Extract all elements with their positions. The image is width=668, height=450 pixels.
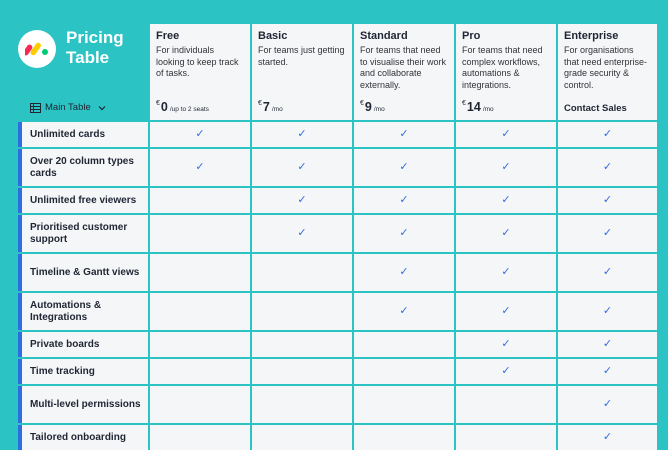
feature-cell[interactable] bbox=[354, 425, 454, 450]
feature-cell[interactable] bbox=[150, 122, 250, 147]
check-icon: ✓ bbox=[501, 128, 511, 140]
check-icon: ✓ bbox=[399, 305, 409, 317]
check-icon: ✓ bbox=[501, 305, 511, 317]
feature-cell[interactable] bbox=[456, 149, 556, 186]
feature-cell[interactable] bbox=[354, 188, 454, 213]
price-currency: € bbox=[156, 100, 160, 107]
price-period: /mo bbox=[482, 106, 494, 113]
feature-cell[interactable] bbox=[558, 293, 657, 330]
feature-cell[interactable] bbox=[558, 188, 657, 213]
plan-column-basic bbox=[252, 24, 352, 120]
feature-label: Unlimited free viewers bbox=[18, 188, 148, 213]
plan-column-enterprise bbox=[558, 24, 657, 120]
feature-cell[interactable] bbox=[150, 215, 250, 252]
check-icon: ✓ bbox=[501, 194, 511, 206]
check-icon: ✓ bbox=[602, 194, 613, 206]
plan-description: For teams just getting started. bbox=[258, 45, 345, 67]
feature-label: Multi-level permissions bbox=[18, 386, 148, 423]
check-icon: ✓ bbox=[501, 266, 511, 278]
feature-cell[interactable] bbox=[150, 332, 250, 357]
feature-cell[interactable] bbox=[354, 122, 454, 147]
check-icon: ✓ bbox=[501, 365, 511, 377]
feature-cell[interactable] bbox=[354, 254, 454, 291]
feature-cell[interactable] bbox=[456, 293, 556, 330]
check-icon: ✓ bbox=[297, 161, 307, 173]
feature-cell[interactable] bbox=[252, 254, 352, 291]
plan-price[interactable] bbox=[564, 103, 627, 114]
feature-cell[interactable] bbox=[252, 386, 352, 423]
check-icon: ✓ bbox=[195, 128, 205, 140]
feature-cell[interactable] bbox=[354, 386, 454, 423]
check-icon: ✓ bbox=[602, 338, 613, 350]
price-period: /mo bbox=[373, 106, 385, 113]
feature-cell[interactable] bbox=[150, 149, 250, 186]
view-select-label: Main Table bbox=[45, 102, 91, 113]
check-icon: ✓ bbox=[501, 161, 511, 173]
feature-cell[interactable] bbox=[558, 359, 657, 384]
feature-label: Timeline & Gantt views bbox=[18, 254, 148, 291]
plan-name: Standard bbox=[360, 30, 408, 42]
check-icon: ✓ bbox=[602, 128, 613, 140]
plan-price bbox=[462, 100, 494, 114]
feature-cell[interactable] bbox=[150, 359, 250, 384]
feature-cell[interactable] bbox=[252, 122, 352, 147]
check-icon: ✓ bbox=[501, 338, 511, 350]
plan-description: For individuals looking to keep track of tasks. bbox=[156, 45, 239, 78]
page-title: Pricing Table bbox=[66, 28, 124, 67]
feature-cell[interactable] bbox=[456, 332, 556, 357]
plan-name: Free bbox=[156, 30, 180, 42]
check-icon: ✓ bbox=[297, 227, 307, 239]
brand-logo bbox=[18, 30, 56, 68]
table-icon bbox=[30, 103, 41, 113]
monday-logo-icon bbox=[25, 42, 49, 56]
price-amount: 9 bbox=[364, 100, 372, 114]
feature-cell[interactable] bbox=[558, 254, 657, 291]
feature-cell[interactable] bbox=[354, 359, 454, 384]
feature-label: Unlimited cards bbox=[18, 122, 148, 147]
plan-price bbox=[156, 100, 209, 114]
feature-cell[interactable] bbox=[252, 359, 352, 384]
feature-cell[interactable] bbox=[558, 122, 657, 147]
check-icon: ✓ bbox=[602, 161, 613, 173]
feature-cell[interactable] bbox=[456, 359, 556, 384]
feature-cell[interactable] bbox=[150, 425, 250, 450]
check-icon: ✓ bbox=[602, 266, 613, 278]
feature-cell[interactable] bbox=[354, 332, 454, 357]
feature-cell[interactable] bbox=[456, 425, 556, 450]
feature-cell[interactable] bbox=[354, 215, 454, 252]
feature-cell[interactable] bbox=[354, 293, 454, 330]
plan-column-standard bbox=[354, 24, 454, 120]
feature-cell[interactable] bbox=[456, 386, 556, 423]
check-icon: ✓ bbox=[602, 227, 613, 239]
main-table-view-select[interactable] bbox=[30, 102, 106, 113]
check-icon: ✓ bbox=[602, 398, 613, 410]
chevron-down-icon bbox=[98, 105, 106, 111]
feature-label: Over 20 column types cards bbox=[18, 149, 148, 186]
feature-cell[interactable] bbox=[150, 188, 250, 213]
price-currency: € bbox=[258, 100, 262, 107]
board-header bbox=[18, 24, 148, 120]
check-icon: ✓ bbox=[501, 227, 511, 239]
plan-price bbox=[258, 100, 283, 114]
price-period: /up to 2 seats bbox=[169, 106, 209, 113]
plan-name: Pro bbox=[462, 30, 481, 42]
feature-cell[interactable] bbox=[252, 293, 352, 330]
plan-name: Enterprise bbox=[564, 30, 619, 42]
feature-label: Prioritised customer support bbox=[18, 215, 148, 252]
plan-name: Basic bbox=[258, 30, 288, 42]
plan-description: For teams that need complex workflows, automations & integrations. bbox=[462, 45, 543, 90]
plan-column-pro bbox=[456, 24, 556, 120]
price-amount: 0 bbox=[160, 100, 168, 114]
feature-cell[interactable] bbox=[150, 386, 250, 423]
check-icon: ✓ bbox=[195, 161, 205, 173]
check-icon: ✓ bbox=[399, 161, 409, 173]
check-icon: ✓ bbox=[399, 128, 409, 140]
check-icon: ✓ bbox=[399, 194, 409, 206]
check-icon: ✓ bbox=[297, 128, 307, 140]
feature-cell[interactable] bbox=[456, 254, 556, 291]
pricing-grid bbox=[18, 24, 657, 450]
feature-cell[interactable] bbox=[456, 215, 556, 252]
feature-cell[interactable] bbox=[354, 149, 454, 186]
feature-cell[interactable] bbox=[252, 188, 352, 213]
feature-label: Automations & Integrations bbox=[18, 293, 148, 330]
feature-label: Time tracking bbox=[18, 359, 148, 384]
feature-cell[interactable] bbox=[150, 293, 250, 330]
feature-label: Private boards bbox=[18, 332, 148, 357]
price-currency: € bbox=[360, 100, 364, 107]
feature-cell[interactable] bbox=[252, 149, 352, 186]
feature-cell[interactable] bbox=[558, 386, 657, 423]
feature-cell[interactable] bbox=[558, 332, 657, 357]
feature-cell[interactable] bbox=[558, 149, 657, 186]
check-icon: ✓ bbox=[602, 431, 613, 443]
price-period: /mo bbox=[271, 106, 283, 113]
feature-cell[interactable] bbox=[558, 425, 657, 450]
feature-cell[interactable] bbox=[150, 254, 250, 291]
price-amount: Contact Sales bbox=[564, 103, 627, 114]
feature-cell[interactable] bbox=[456, 122, 556, 147]
plan-description: For teams that need to visualise their work and collaborate externally. bbox=[360, 45, 447, 90]
check-icon: ✓ bbox=[399, 266, 409, 278]
price-currency: € bbox=[462, 100, 466, 107]
price-amount: 7 bbox=[262, 100, 270, 114]
feature-cell[interactable] bbox=[252, 332, 352, 357]
price-amount: 14 bbox=[466, 100, 481, 114]
plan-price bbox=[360, 100, 385, 114]
feature-cell[interactable] bbox=[558, 215, 657, 252]
plan-column-free bbox=[150, 24, 250, 120]
feature-cell[interactable] bbox=[252, 215, 352, 252]
check-icon: ✓ bbox=[297, 194, 307, 206]
check-icon: ✓ bbox=[399, 227, 409, 239]
plan-description: For organisations that need enterprise-grade security & control. bbox=[564, 45, 648, 90]
feature-cell[interactable] bbox=[252, 425, 352, 450]
feature-label: Tailored onboarding bbox=[18, 425, 148, 450]
check-icon: ✓ bbox=[602, 305, 613, 317]
check-icon: ✓ bbox=[602, 365, 613, 377]
feature-cell[interactable] bbox=[456, 188, 556, 213]
